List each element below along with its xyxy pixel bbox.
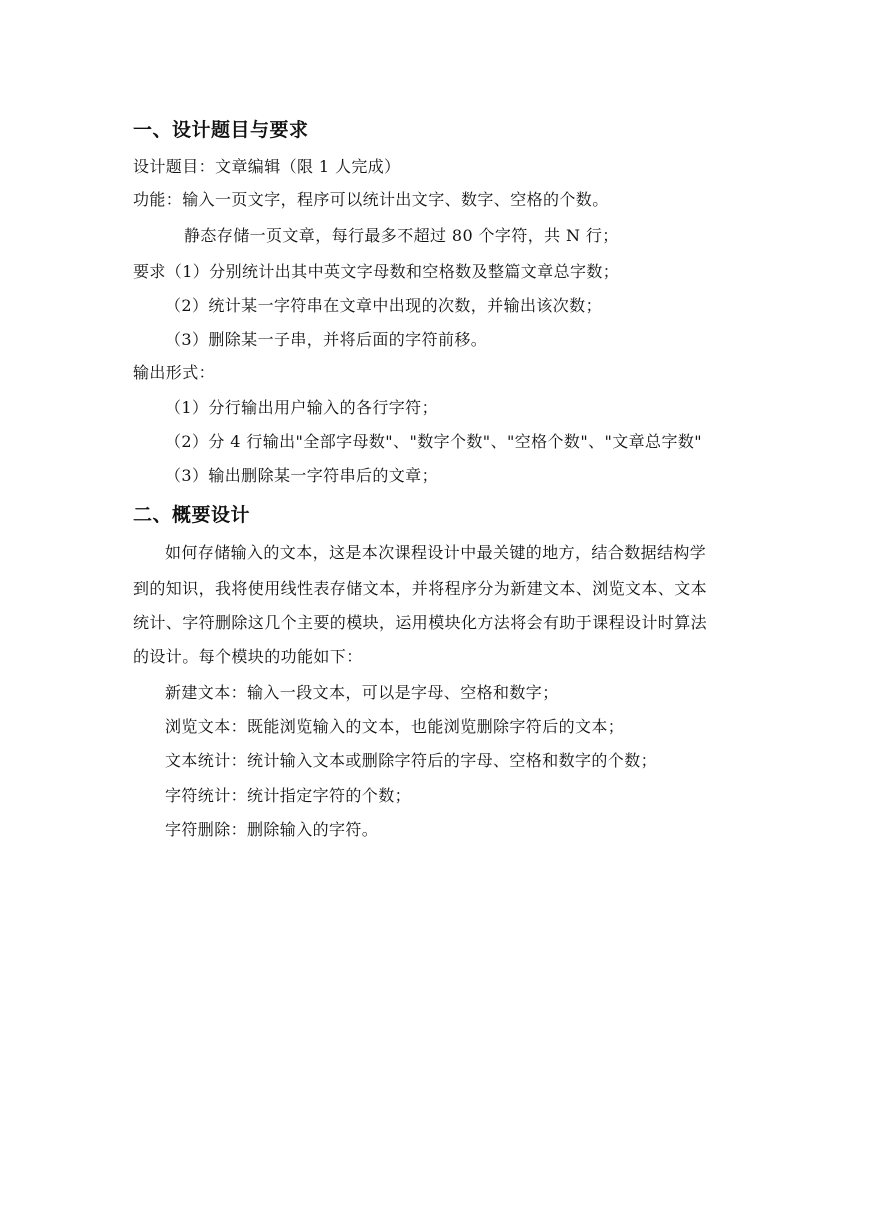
function-line: 功能：输入一页文字，程序可以统计出文字、数字、空格的个数。 [133,190,609,209]
section-heading-overview: 二、概要设计 [133,504,251,526]
section-heading-design-topic: 一、设计题目与要求 [133,119,309,141]
output-item-2: （2）分 4 行输出"全部字母数"、"数字个数"、"空格个数"、"文章总字数" [165,432,703,451]
module-char-stats: 字符统计：统计指定字符的个数； [165,786,412,805]
overview-para-line-3: 统计、字符删除这几个主要的模块，运用模块化方法将会有助于课程设计时算法 [133,613,708,632]
requirement-3: （3）删除某一子串，并将后面的字符前移。 [165,330,488,349]
output-item-1: （1）分行输出用户输入的各行字符； [165,398,438,417]
module-new-text: 新建文本：输入一段文本，可以是字母、空格和数字； [165,683,559,702]
requirement-1: 要求（1）分别统计出其中英文字母数和空格数及整篇文章总字数； [133,262,620,281]
overview-para-line-1: 如何存储输入的文本，这是本次课程设计中最关键的地方，结合数据结构学 [165,543,707,562]
overview-para-line-2: 到的知识，我将使用线性表存储文本，并将程序分为新建文本、浏览文本、文本 [133,579,708,598]
module-text-stats: 文本统计：统计输入文本或删除字符后的字母、空格和数字的个数； [165,751,658,770]
output-item-3: （3）输出删除某一字符串后的文章； [165,466,438,485]
module-char-delete: 字符删除：删除输入的字符。 [165,820,379,839]
topic-line: 设计题目：文章编辑（限 1 人完成） [133,157,401,176]
output-format-title: 输出形式： [133,363,216,382]
requirement-2: （2）统计某一字符串在文章中出现的次数，并输出该次数； [165,296,602,315]
overview-para-line-4: 的设计。每个模块的功能如下： [133,647,363,666]
module-browse-text: 浏览文本：既能浏览输入的文本，也能浏览删除字符后的文本； [165,717,625,736]
storage-line: 静态存储一页文章，每行最多不超过 80 个字符，共 N 行； [184,226,619,245]
